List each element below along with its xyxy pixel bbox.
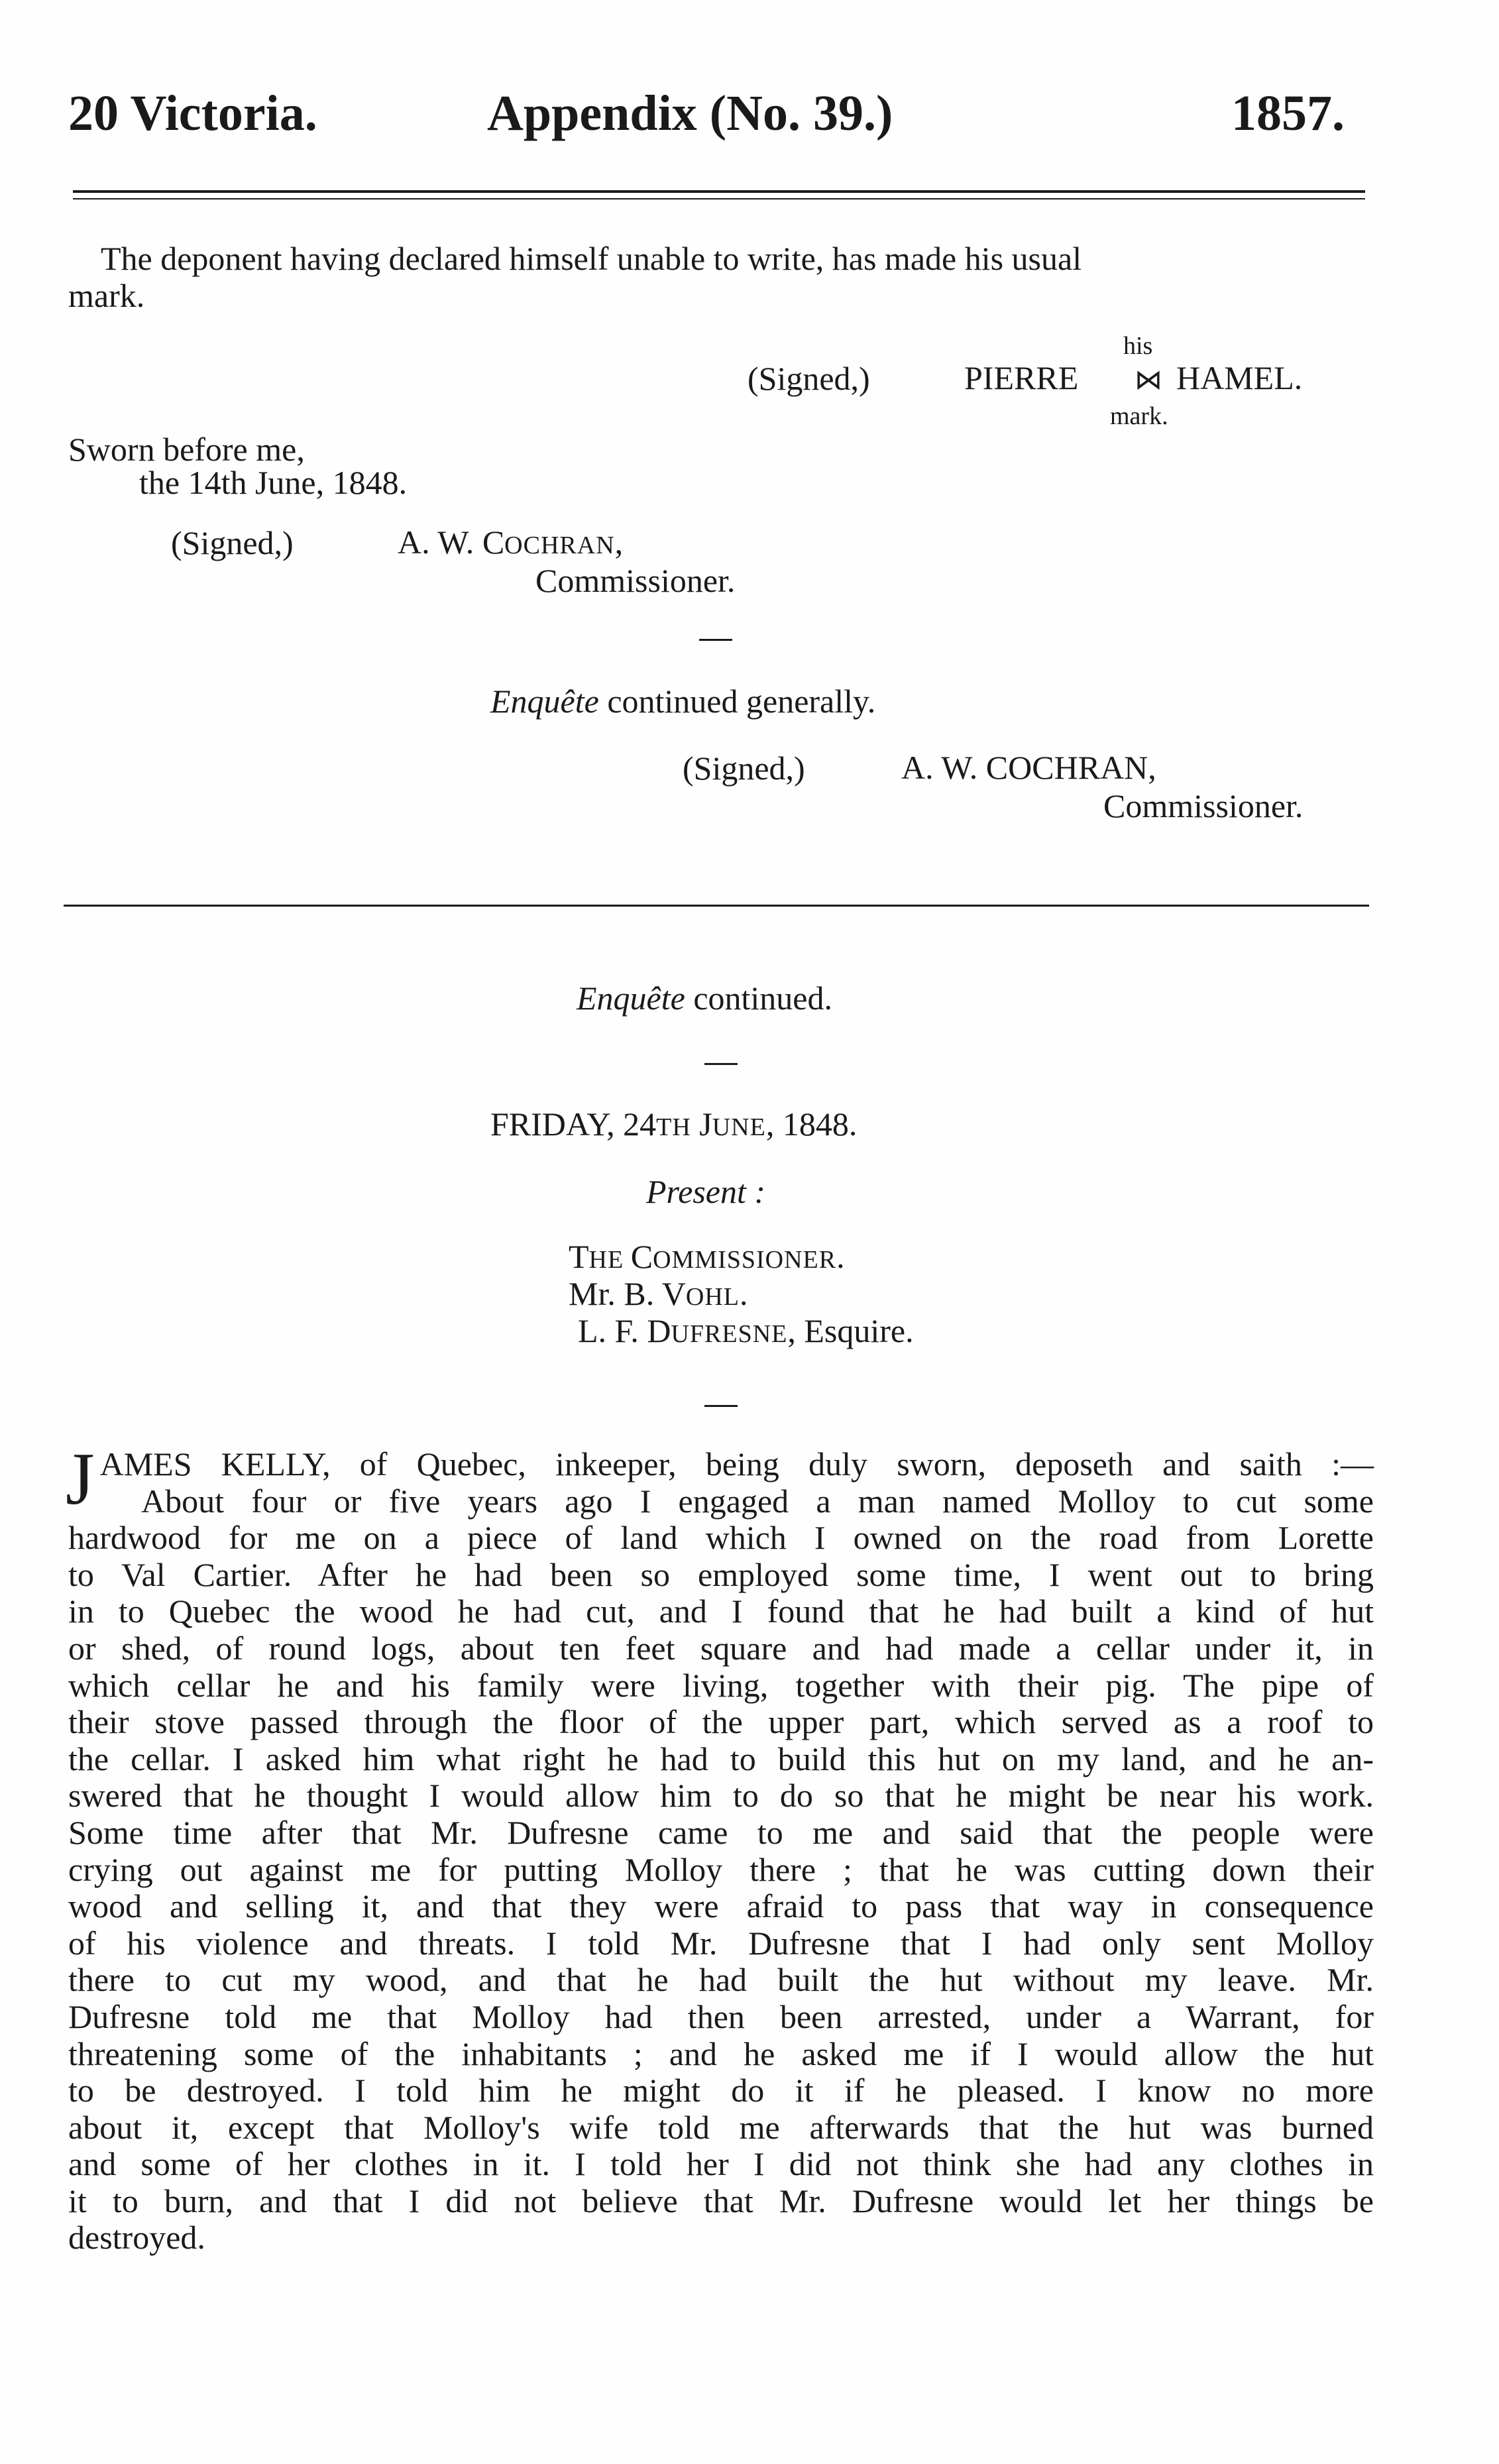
header-center: Appendix (No. 39.): [487, 85, 893, 141]
testimony-line: threatening some of the inhabitants ; and he asked me if I would allow the hut: [68, 2035, 1374, 2072]
testimony-dropcap: J: [66, 1438, 95, 1520]
testimony-line: to Val Cartier. After he had been so employed some time, I went out to bring: [68, 1555, 1374, 1593]
enquete-general-title: Commissioner.: [1103, 787, 1304, 824]
header-rule-thick: [73, 190, 1365, 193]
testimony-line: or shed, of round logs, about ten feet square and had made a cellar under it, in: [68, 1629, 1374, 1667]
testimony-line: Some time after that Mr. Dufresne came to me and said that the people were: [68, 1813, 1374, 1851]
present-label: Present :: [646, 1173, 766, 1210]
signature-signed: (Signed,): [748, 360, 870, 397]
divider-dash: [704, 1063, 738, 1065]
testimony-line: swered that he thought I would allow him to do so that he might be near his work.: [68, 1777, 1374, 1815]
sworn-line1: Sworn before me,: [68, 431, 305, 468]
testimony-line: in to Quebec the wood he had cut, and I found that he had built a kind of hut: [68, 1593, 1374, 1630]
testimony-line: About four or five years ago I engaged a man named Molloy to cut some: [141, 1482, 1374, 1520]
header-rule-thin: [73, 198, 1365, 199]
enquete-general: Enquête continued generally.: [490, 683, 876, 720]
date-line: FRIDAY, 24TH JUNE, 1848.: [490, 1105, 858, 1143]
testimony-line: of his violence and threats. I told Mr. Dufresne that I had only sent Molloy: [68, 1924, 1374, 1962]
testimony-line: wood and selling it, and that they were afraid to pass that way in consequence: [68, 1887, 1374, 1925]
header-right: 1857.: [1231, 85, 1345, 141]
header-left: 20 Victoria.: [68, 85, 317, 141]
signature-his: his: [1123, 332, 1153, 360]
testimony-line: hardwood for me on a piece of land which I owned on the road from Lorette: [68, 1519, 1374, 1557]
signature-mark: mark.: [1110, 402, 1168, 430]
testimony-line: about it, except that Molloy's wife told me afterwards that the hut was burned: [68, 2108, 1374, 2146]
sworn-signed: (Signed,): [171, 524, 294, 561]
testimony-line: Dufresne told me that Molloy had then been arrested, under a Warrant, for: [68, 1997, 1374, 2035]
present-attendee: L. F. DUFRESNE, Esquire.: [578, 1312, 914, 1349]
divider-dash: [699, 639, 732, 641]
testimony-line: to be destroyed. I told him he might do it if he pleased. I know no more: [68, 2072, 1374, 2109]
deponent-note-line2: mark.: [68, 277, 145, 314]
testimony-line: destroyed.: [68, 2219, 205, 2257]
signature-name-first: PIERRE: [964, 359, 1079, 396]
testimony-line: it to burn, and that I did not believe that Mr. Dufresne would let her things be: [68, 2182, 1374, 2219]
testimony-line: their stove passed through the floor of the upper part, which served as a roof to: [68, 1703, 1374, 1741]
present-attendee: THE COMMISSIONER.: [569, 1238, 845, 1275]
testimony-line: AMES KELLY, of Quebec, inkeeper, being duly sworn, deposeth and saith :—: [99, 1445, 1374, 1483]
section-rule: [64, 905, 1369, 907]
deponent-note-line1: The deponent having declared himself unable to write, has made his usual: [101, 240, 1082, 277]
signature-name-last: HAMEL.: [1176, 359, 1303, 396]
present-attendee: Mr. B. VOHL.: [569, 1275, 748, 1312]
testimony-line: crying out against me for putting Molloy there ; that he was cutting down their: [68, 1850, 1374, 1888]
testimony-line: there to cut my wood, and that he had built the hut without my leave. Mr.: [68, 1961, 1374, 1999]
testimony-line: which cellar he and his family were living, together with their pig. The pipe of: [68, 1666, 1374, 1704]
testimony-paragraph: [66, 1438, 1374, 2257]
sworn-signatory: A. W. COCHRAN,: [398, 524, 624, 561]
testimony-line: and some of her clothes in it. I told her I did not think she had any clothes in: [68, 2145, 1374, 2183]
sworn-title: Commissioner.: [535, 562, 736, 599]
enquete-continued: Enquête continued.: [577, 980, 832, 1017]
divider-dash: [704, 1405, 738, 1407]
sworn-line2: the 14th June, 1848.: [139, 464, 408, 501]
signature-mark-symbol: ⋈: [1135, 365, 1162, 396]
enquete-general-signed: (Signed,): [683, 750, 805, 787]
testimony-line: the cellar. I asked him what right he had to build this hut on my land, and he an-: [68, 1740, 1374, 1777]
enquete-general-name: A. W. COCHRAN,: [901, 749, 1156, 786]
